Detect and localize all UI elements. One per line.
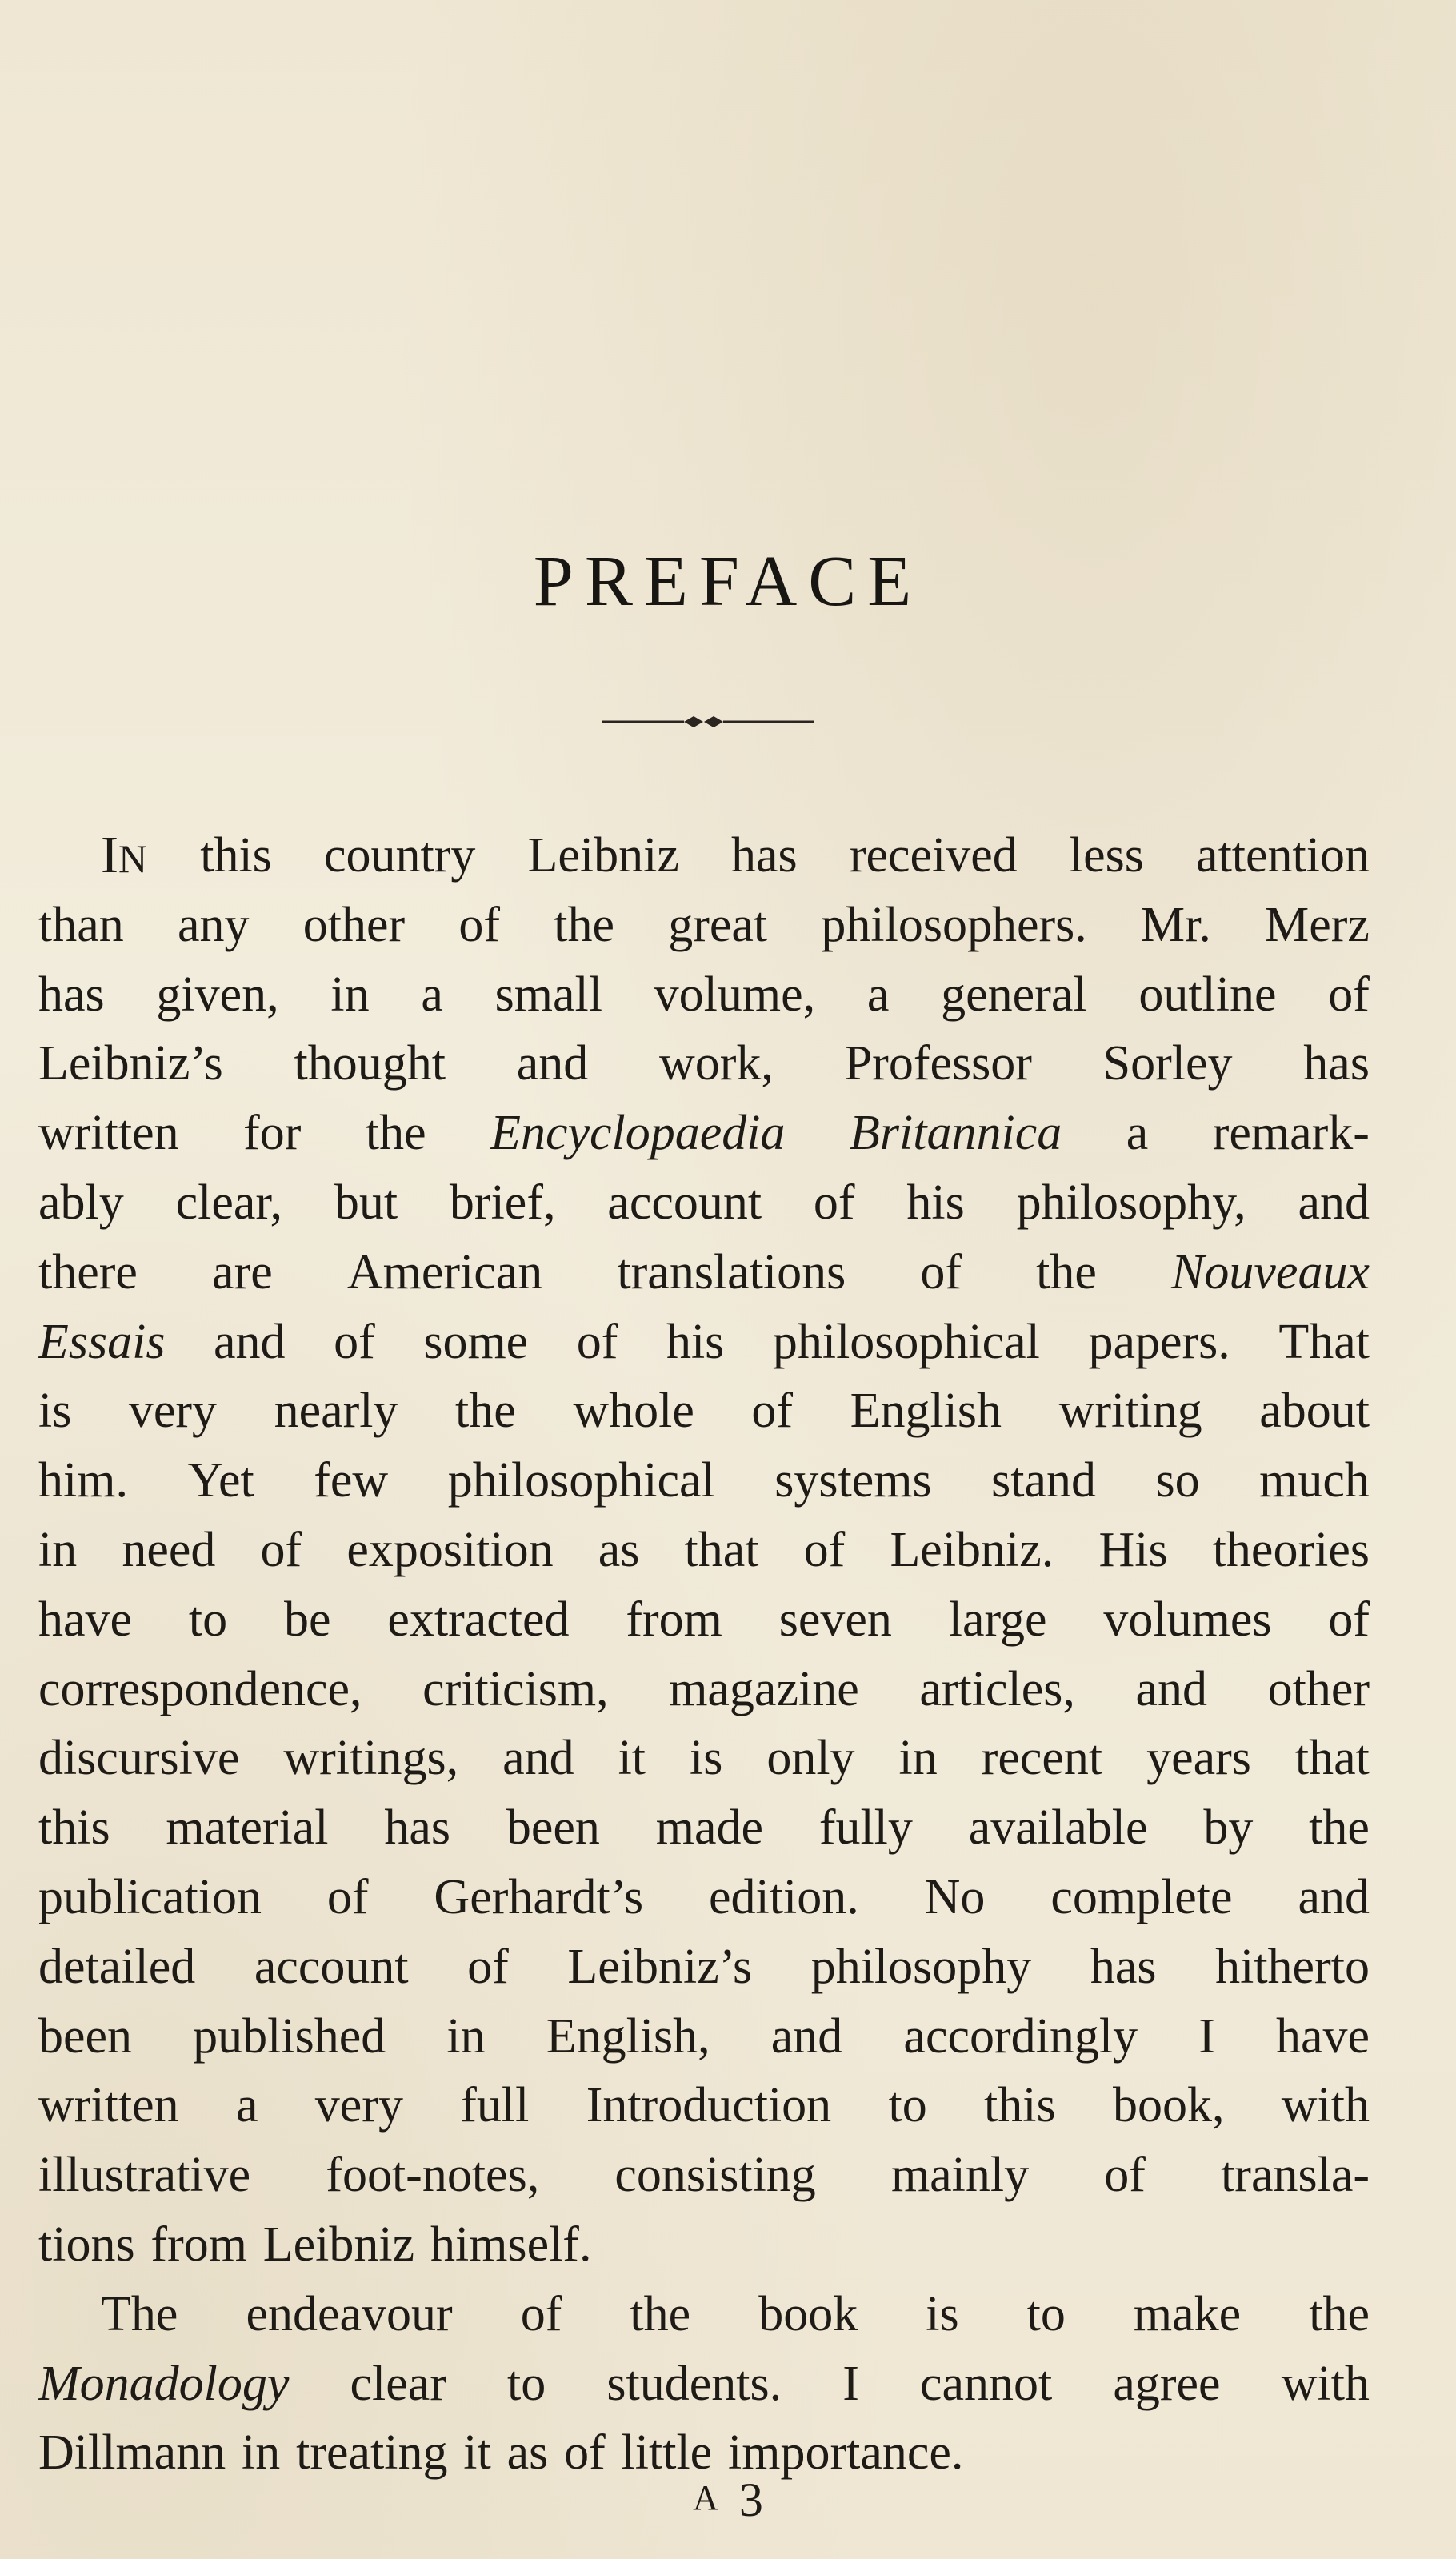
word: and — [1298, 1869, 1370, 1924]
word: philosophy, — [1016, 1175, 1246, 1230]
smallcaps-rest: N — [118, 836, 149, 881]
word: of — [576, 1314, 618, 1369]
word: detailed — [38, 1939, 196, 1994]
word: than — [38, 897, 124, 952]
word: book — [758, 2286, 858, 2341]
signature-mark — [0, 2473, 1456, 2528]
text-line — [38, 2071, 1370, 2141]
word: this — [38, 1800, 110, 1856]
word: it — [618, 1731, 646, 1786]
text-line — [38, 960, 1370, 1030]
word: Yet — [187, 1453, 254, 1508]
word: Gerhardt’s — [434, 1869, 644, 1924]
word: of — [803, 1522, 846, 1577]
word: have — [1275, 2008, 1370, 2064]
word: and — [1298, 1175, 1370, 1230]
text-line — [38, 2002, 1370, 2072]
word: country — [323, 828, 476, 883]
word: papers. — [1088, 1314, 1230, 1369]
word: That — [1278, 1314, 1370, 1369]
word: in — [446, 2008, 486, 2064]
word: I — [842, 2356, 859, 2411]
page-number: 3 — [738, 2473, 763, 2526]
word: has — [731, 828, 798, 883]
word: so — [1155, 1453, 1200, 1508]
word: has — [38, 967, 105, 1022]
word: given, — [156, 967, 279, 1022]
text-line — [38, 1446, 1370, 1516]
word: that — [684, 1522, 759, 1577]
word: English — [850, 1384, 1002, 1439]
word: as — [598, 1522, 640, 1577]
word: students. — [606, 2356, 782, 2411]
word: of — [334, 1314, 375, 1369]
word: cannot — [920, 2356, 1053, 2411]
word: published — [193, 2008, 386, 2064]
word: general — [941, 967, 1087, 1022]
word: himself. — [430, 2217, 592, 2272]
word: stand — [991, 1453, 1097, 1508]
word: this — [984, 2078, 1056, 2133]
word: there — [38, 1244, 138, 1300]
word: a — [235, 2078, 258, 2133]
word: magazine — [669, 1661, 859, 1716]
word: Professor — [844, 1036, 1032, 1091]
signature-letter: A — [693, 2478, 718, 2517]
word: I — [1198, 2008, 1215, 2064]
word: endeavour — [246, 2286, 453, 2341]
text-line — [38, 821, 1370, 891]
word: articles, — [919, 1661, 1075, 1716]
word: Leibniz’s — [567, 1939, 753, 1994]
preface-text — [38, 821, 1370, 2488]
text-line — [38, 1516, 1370, 1585]
text-line — [38, 2280, 1370, 2349]
word: complete — [1050, 1869, 1233, 1924]
text-line — [38, 1863, 1370, 1932]
text-line — [38, 2141, 1370, 2210]
word: mainly — [890, 2148, 1030, 2203]
word: other — [1267, 1661, 1370, 1716]
word: agree — [1113, 2356, 1221, 2411]
word: The — [101, 2286, 178, 2341]
word: great — [668, 897, 768, 952]
word: American — [346, 1244, 543, 1300]
word: foot-notes, — [326, 2148, 540, 2203]
word: Leibniz’s — [38, 1036, 223, 1091]
word: transla- — [1221, 2148, 1370, 2203]
word: the — [554, 897, 615, 952]
word: recent — [981, 1731, 1103, 1786]
word: of — [1328, 1592, 1370, 1647]
word: made — [655, 1800, 763, 1856]
word: as — [506, 2425, 549, 2481]
word: his — [666, 1314, 725, 1369]
word: His — [1098, 1522, 1168, 1577]
word: of — [520, 2286, 562, 2341]
word: whole — [573, 1384, 694, 1439]
word: is — [689, 1731, 723, 1786]
word: volume, — [654, 967, 816, 1022]
word: English, — [546, 2008, 710, 2064]
word: ably — [38, 1175, 124, 1230]
text-line — [38, 1029, 1370, 1099]
word: publication — [38, 1869, 262, 1924]
ornament-rule — [0, 712, 1456, 731]
word: written — [38, 1106, 179, 1161]
word: extracted — [387, 1592, 570, 1647]
word: full — [460, 2078, 530, 2133]
word: has — [384, 1800, 451, 1856]
word: consisting — [614, 2148, 816, 2203]
word: systems — [774, 1453, 932, 1508]
word: Introduction — [586, 2078, 832, 2133]
word: need — [122, 1522, 216, 1577]
text-line — [38, 2349, 1370, 2419]
drop-word — [101, 821, 148, 891]
word: edition. — [709, 1869, 859, 1924]
text-line — [38, 1724, 1370, 1793]
word: the — [455, 1384, 516, 1439]
text-line — [38, 1932, 1370, 2002]
word: make — [1133, 2286, 1242, 2341]
word: hitherto — [1215, 1939, 1370, 1994]
word: philosophers. — [821, 897, 1087, 952]
word: Leibniz. — [890, 1522, 1054, 1577]
word: volumes — [1103, 1592, 1272, 1647]
word: of — [467, 1939, 509, 1994]
word: philosophical — [772, 1314, 1040, 1369]
word: large — [948, 1592, 1047, 1647]
word: outline — [1138, 967, 1277, 1022]
word: to — [188, 1592, 228, 1647]
paragraph — [38, 821, 1370, 2280]
word: remark- — [1212, 1106, 1370, 1161]
word: from — [150, 2217, 247, 2272]
word: has — [1090, 1939, 1157, 1994]
text-line — [38, 2210, 1370, 2280]
text-line — [38, 1655, 1370, 1724]
word: translations — [617, 1244, 846, 1300]
word: has — [1303, 1036, 1370, 1091]
word: thought — [294, 1036, 446, 1091]
italic-word: Nouveaux — [1171, 1244, 1370, 1300]
word: any — [177, 897, 250, 952]
word: by — [1203, 1800, 1254, 1856]
word: exposition — [346, 1522, 554, 1577]
word: been — [38, 2008, 133, 2064]
word: and — [516, 1036, 589, 1091]
word: account — [607, 1175, 762, 1230]
italic-word: Monadology — [38, 2356, 290, 2411]
word: Leibniz — [262, 2217, 415, 2272]
word: his — [906, 1175, 965, 1230]
word: little — [621, 2425, 713, 2481]
word: to — [888, 2078, 927, 2133]
italic-word: Essais — [38, 1314, 166, 1369]
word: in — [330, 967, 370, 1022]
text-line — [38, 891, 1370, 960]
word: been — [506, 1800, 600, 1856]
initial-letter: I — [101, 826, 118, 884]
word: of — [1104, 2148, 1146, 2203]
word: writings, — [283, 1731, 459, 1786]
word: about — [1259, 1384, 1370, 1439]
word: the — [365, 1106, 426, 1161]
word: only — [766, 1731, 855, 1786]
page-title: PREFACE — [533, 542, 923, 621]
word: Sorley — [1102, 1036, 1233, 1091]
word: of — [564, 2425, 606, 2481]
word: years — [1146, 1731, 1251, 1786]
word: in — [898, 1731, 938, 1786]
word: of — [920, 1244, 962, 1300]
word: clear — [350, 2356, 446, 2411]
word: clear, — [175, 1175, 283, 1230]
word: of — [813, 1175, 855, 1230]
word: few — [314, 1453, 389, 1508]
word: the — [1309, 2286, 1370, 2341]
word: with — [1281, 2078, 1370, 2133]
word: a — [1126, 1106, 1149, 1161]
word: and — [1135, 1661, 1207, 1716]
word: it — [463, 2425, 491, 2481]
word: much — [1259, 1453, 1370, 1508]
word: that — [1294, 1731, 1370, 1786]
text-line — [38, 1585, 1370, 1655]
italic-word: Britannica — [850, 1106, 1062, 1161]
word: for — [243, 1106, 302, 1161]
word: philosophy — [810, 1939, 1032, 1994]
word: very — [314, 2078, 403, 2133]
word: of — [1328, 967, 1370, 1022]
word: the — [630, 2286, 691, 2341]
word: tions — [38, 2217, 135, 2272]
word: Leibniz — [527, 828, 679, 883]
word: in — [242, 2425, 281, 2481]
word: correspondence, — [38, 1661, 362, 1716]
word: have — [38, 1592, 133, 1647]
word: available — [968, 1800, 1148, 1856]
word: philosophical — [447, 1453, 715, 1508]
word: be — [283, 1592, 331, 1647]
text-line — [38, 1793, 1370, 1863]
word: attention — [1196, 828, 1370, 883]
word: brief, — [449, 1175, 556, 1230]
word: are — [212, 1244, 273, 1300]
word: of — [260, 1522, 302, 1577]
word: this — [200, 828, 272, 883]
word: some — [423, 1314, 529, 1369]
word: of — [751, 1384, 794, 1439]
word: nearly — [274, 1384, 398, 1439]
word: writing — [1058, 1384, 1202, 1439]
word: discursive — [38, 1731, 240, 1786]
text-line — [38, 1168, 1370, 1238]
word: is — [38, 1384, 72, 1439]
word: work, — [659, 1036, 774, 1091]
paragraph — [38, 2280, 1370, 2488]
word: book, — [1112, 2078, 1225, 2133]
word: Mr. — [1141, 897, 1211, 952]
word: illustrative — [38, 2148, 251, 2203]
word: theories — [1212, 1522, 1370, 1577]
word: with — [1281, 2356, 1370, 2411]
word: a — [866, 967, 890, 1022]
text-line — [38, 1099, 1370, 1168]
word: very — [128, 1384, 218, 1439]
word: other — [302, 897, 406, 952]
word: but — [334, 1175, 398, 1230]
text-line — [38, 1308, 1370, 1377]
word: accordingly — [903, 2008, 1138, 2064]
word: to — [507, 2356, 546, 2411]
word: the — [1309, 1800, 1370, 1856]
word: the — [1036, 1244, 1097, 1300]
word: No — [924, 1869, 986, 1924]
word: and — [502, 1731, 574, 1786]
word: less — [1069, 828, 1144, 883]
word: Dillmann — [38, 2425, 226, 2481]
word: account — [254, 1939, 409, 1994]
word: in — [38, 1522, 78, 1577]
word: importance. — [728, 2425, 964, 2481]
word: written — [38, 2078, 179, 2133]
text-line — [38, 1376, 1370, 1446]
italic-word: Encyclopaedia — [490, 1106, 786, 1161]
word: treating — [296, 2425, 448, 2481]
word: of — [326, 1869, 369, 1924]
word: is — [926, 2286, 959, 2341]
word: him. — [38, 1453, 128, 1508]
word: from — [626, 1592, 722, 1647]
word: to — [1026, 2286, 1066, 2341]
word: small — [494, 967, 602, 1022]
word: fully — [818, 1800, 913, 1856]
word: seven — [778, 1592, 892, 1647]
word: a — [421, 967, 443, 1022]
word: received — [849, 828, 1018, 883]
word: Merz — [1265, 897, 1370, 952]
word: criticism, — [422, 1661, 609, 1716]
word: of — [458, 897, 501, 952]
word: and — [214, 1314, 286, 1369]
word: material — [166, 1800, 329, 1856]
text-line — [38, 1238, 1370, 1308]
word: and — [770, 2008, 843, 2064]
